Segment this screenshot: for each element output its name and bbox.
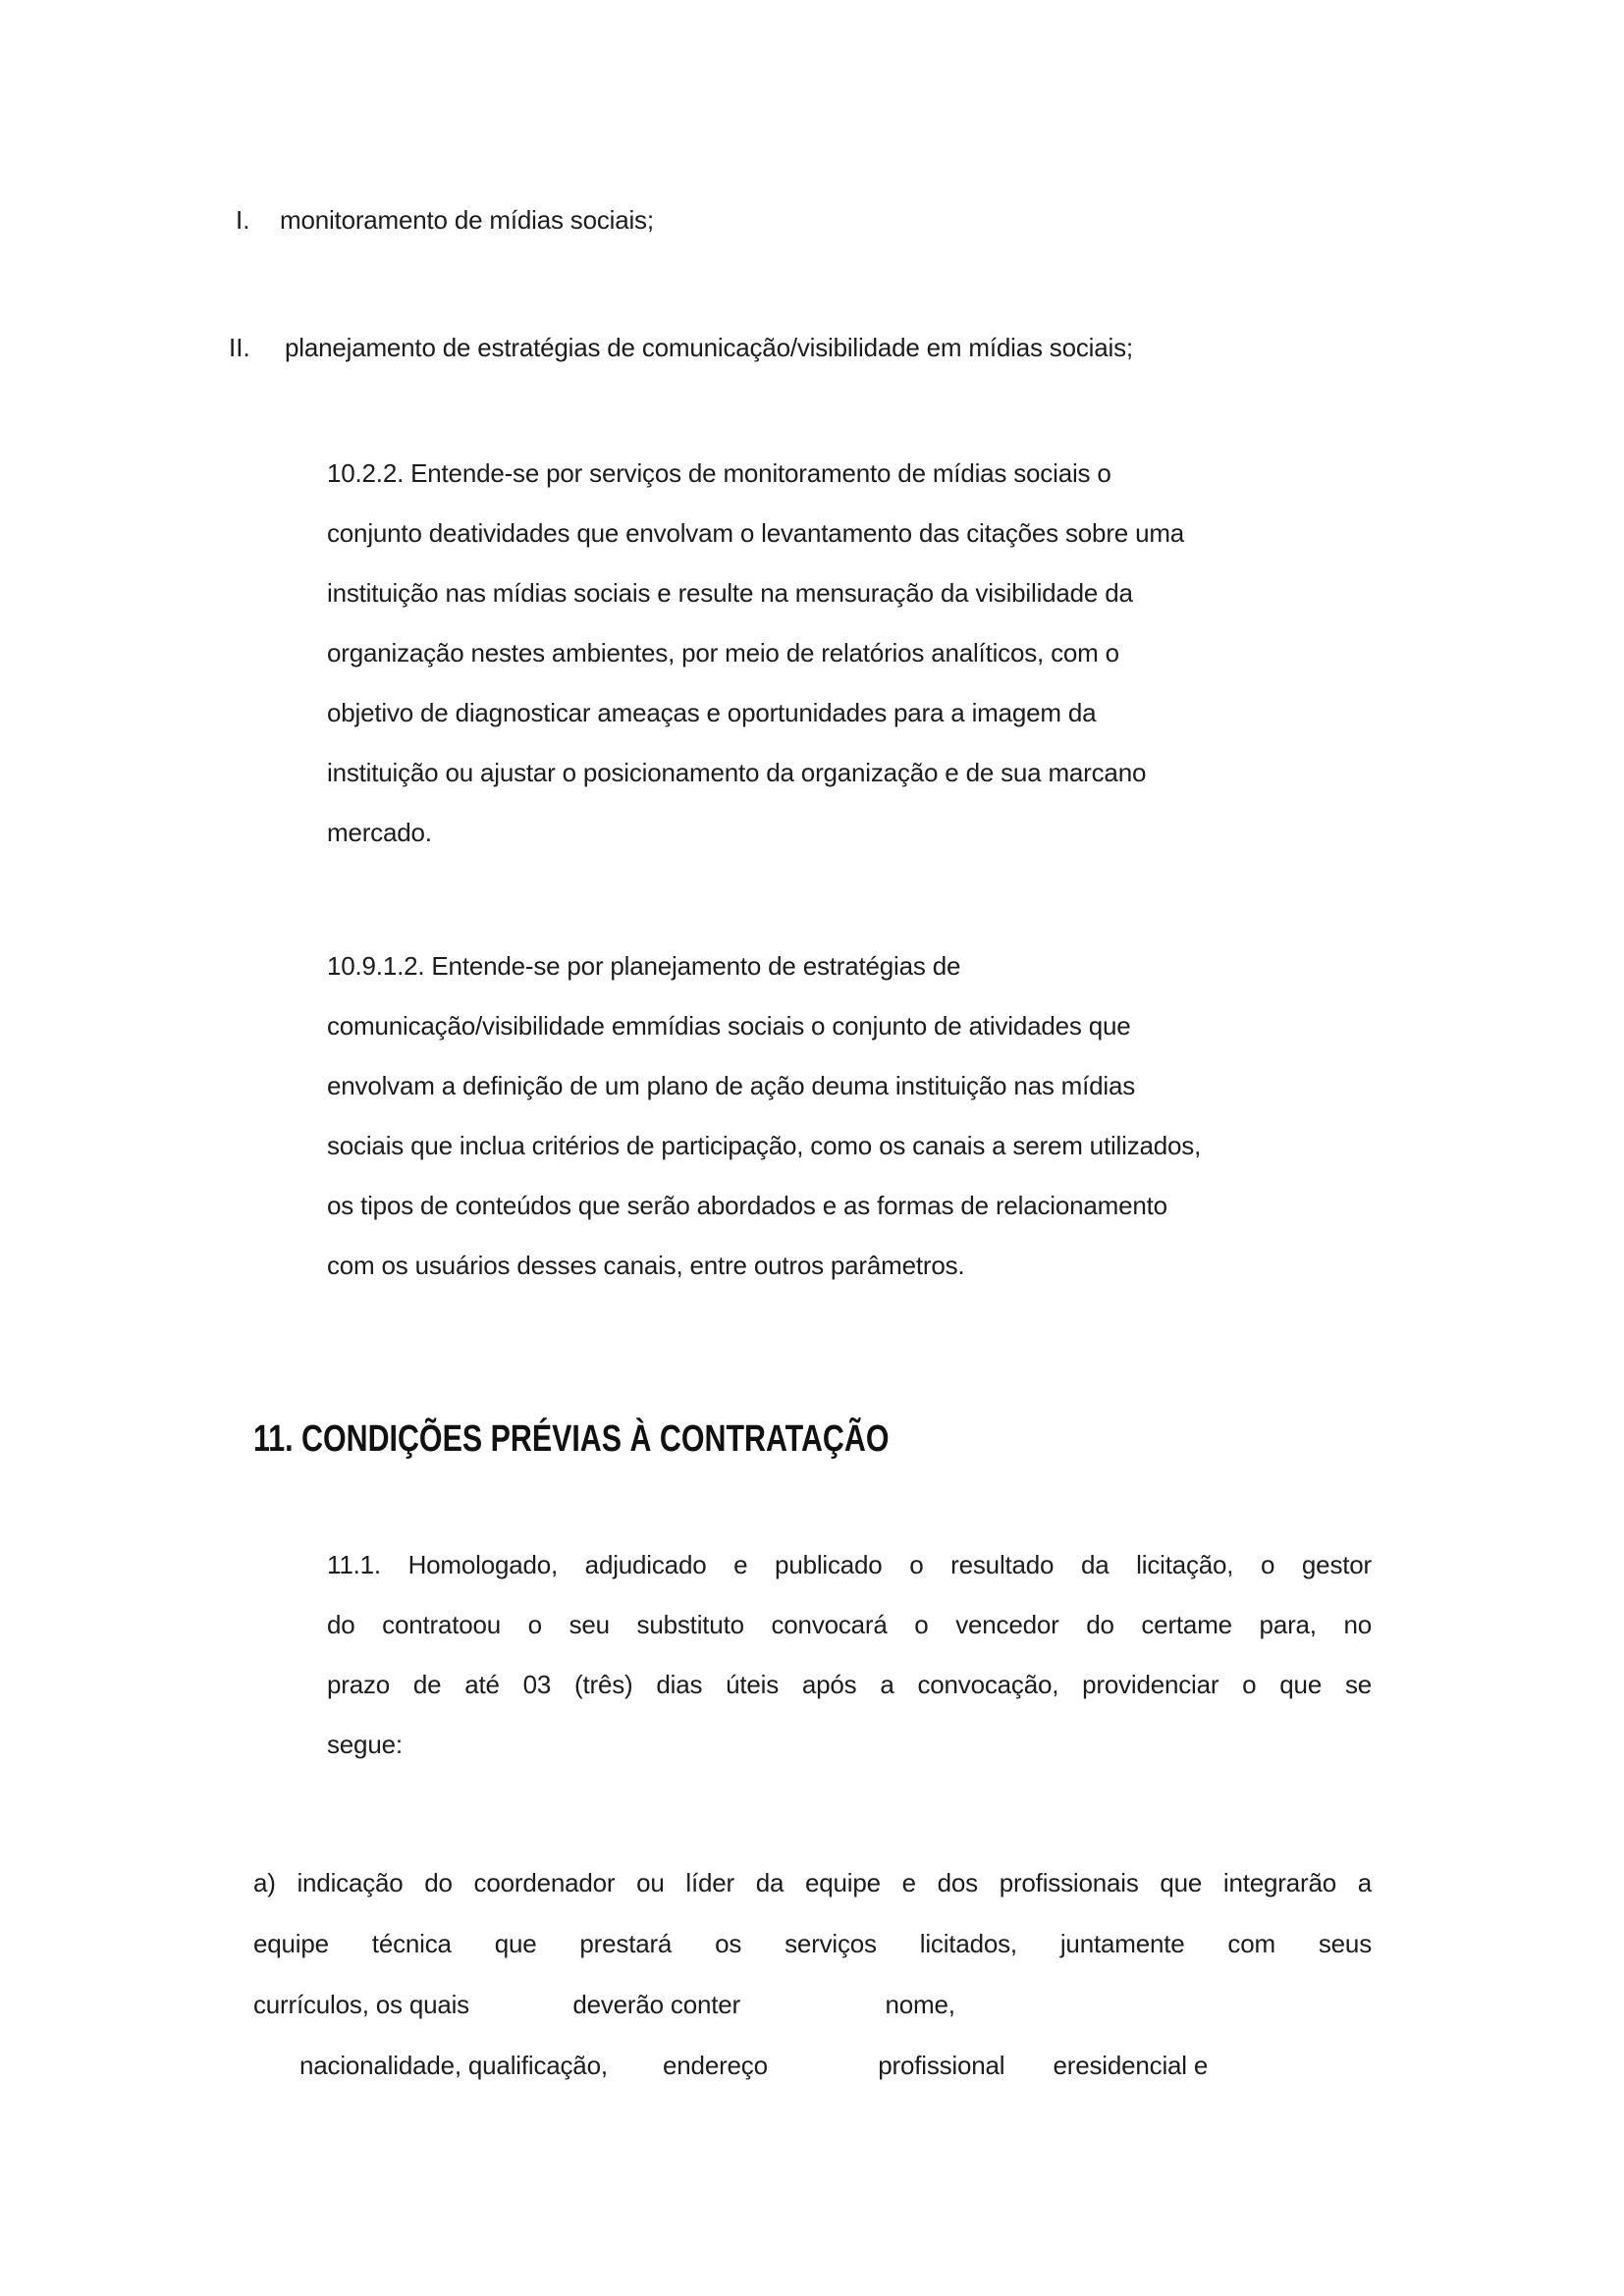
paragraph-line: comunicação/visibilidade emmídias sociais o conjunto de atividades que <box>327 1011 1131 1041</box>
paragraph-line: objetivo de diagnosticar ameaças e oportunidades para a imagem da <box>327 698 1097 727</box>
paragraph-11-1 <box>327 1535 1372 1775</box>
paragraph-line: instituição ou ajustar o posicionamento da organização e de sua marcano <box>327 758 1147 787</box>
paragraph-line: nacionalidade, qualificação, endereço profissional eresidencial e <box>299 2051 1209 2080</box>
paragraph-10-2-2 <box>327 444 1378 863</box>
paragraph-line: equipe técnica que prestará os serviços licitados, juntamente com seus <box>253 1929 1372 1958</box>
list-item-a <box>253 1852 1372 2096</box>
list-item-text: monitoramento de mídias sociais; <box>280 205 654 235</box>
paragraph-line: 10.9.1.2. Entende-se por planejamento de estratégias de <box>327 951 961 981</box>
paragraph-line: segue: <box>327 1730 403 1759</box>
section-heading-11 <box>253 1415 1048 1463</box>
paragraph-line: a) indicação do coordenador ou líder da equipe e dos profissionais que integrarão a <box>253 1868 1372 1897</box>
paragraph-line: com os usuários desses canais, entre outros parâmetros. <box>327 1251 965 1280</box>
list-item-text: planejamento de estratégias de comunicação/visibilidade em mídias sociais; <box>285 333 1133 362</box>
paragraph-line: 11.1. Homologado, adjudicado e publicado o resultado da licitação, o gestor <box>327 1550 1372 1579</box>
paragraph-line: currículos, os quais deverão conter nome, <box>253 1990 955 2019</box>
paragraph-10-9-1-2 <box>327 936 1378 1296</box>
paragraph-line: sociais que inclua critérios de participação, como os canais a serem utilizados, <box>327 1131 1202 1160</box>
list-item-roman-1 <box>236 190 654 250</box>
paragraph-line: conjunto deatividades que envolvam o levantamento das citações sobre uma <box>327 518 1185 548</box>
list-marker: I. <box>236 205 250 235</box>
paragraph-line: mercado. <box>327 818 432 847</box>
paragraph-line: do contratoou o seu substituto convocará o vencedor do certame para, no <box>327 1610 1372 1639</box>
paragraph-line: envolvam a definição de um plano de ação deuma instituição nas mídias <box>327 1071 1136 1100</box>
section-heading-text: 11. CONDIÇÕES PRÉVIAS À CONTRATAÇÃO <box>253 1418 890 1460</box>
paragraph-line: os tipos de conteúdos que serão abordados e as formas de relacionamento <box>327 1191 1167 1220</box>
list-marker: II. <box>229 333 250 362</box>
paragraph-line: instituição nas mídias sociais e resulte na mensuração da visibilidade da <box>327 578 1133 608</box>
list-item-roman-2 <box>229 318 1133 378</box>
paragraph-line: 10.2.2. Entende-se por serviços de monitoramento de mídias sociais o <box>327 458 1111 488</box>
paragraph-line: organização nestes ambientes, por meio de relatórios analíticos, com o <box>327 638 1119 667</box>
paragraph-line: prazo de até 03 (três) dias úteis após a convocação, providenciar o que se <box>327 1670 1372 1699</box>
